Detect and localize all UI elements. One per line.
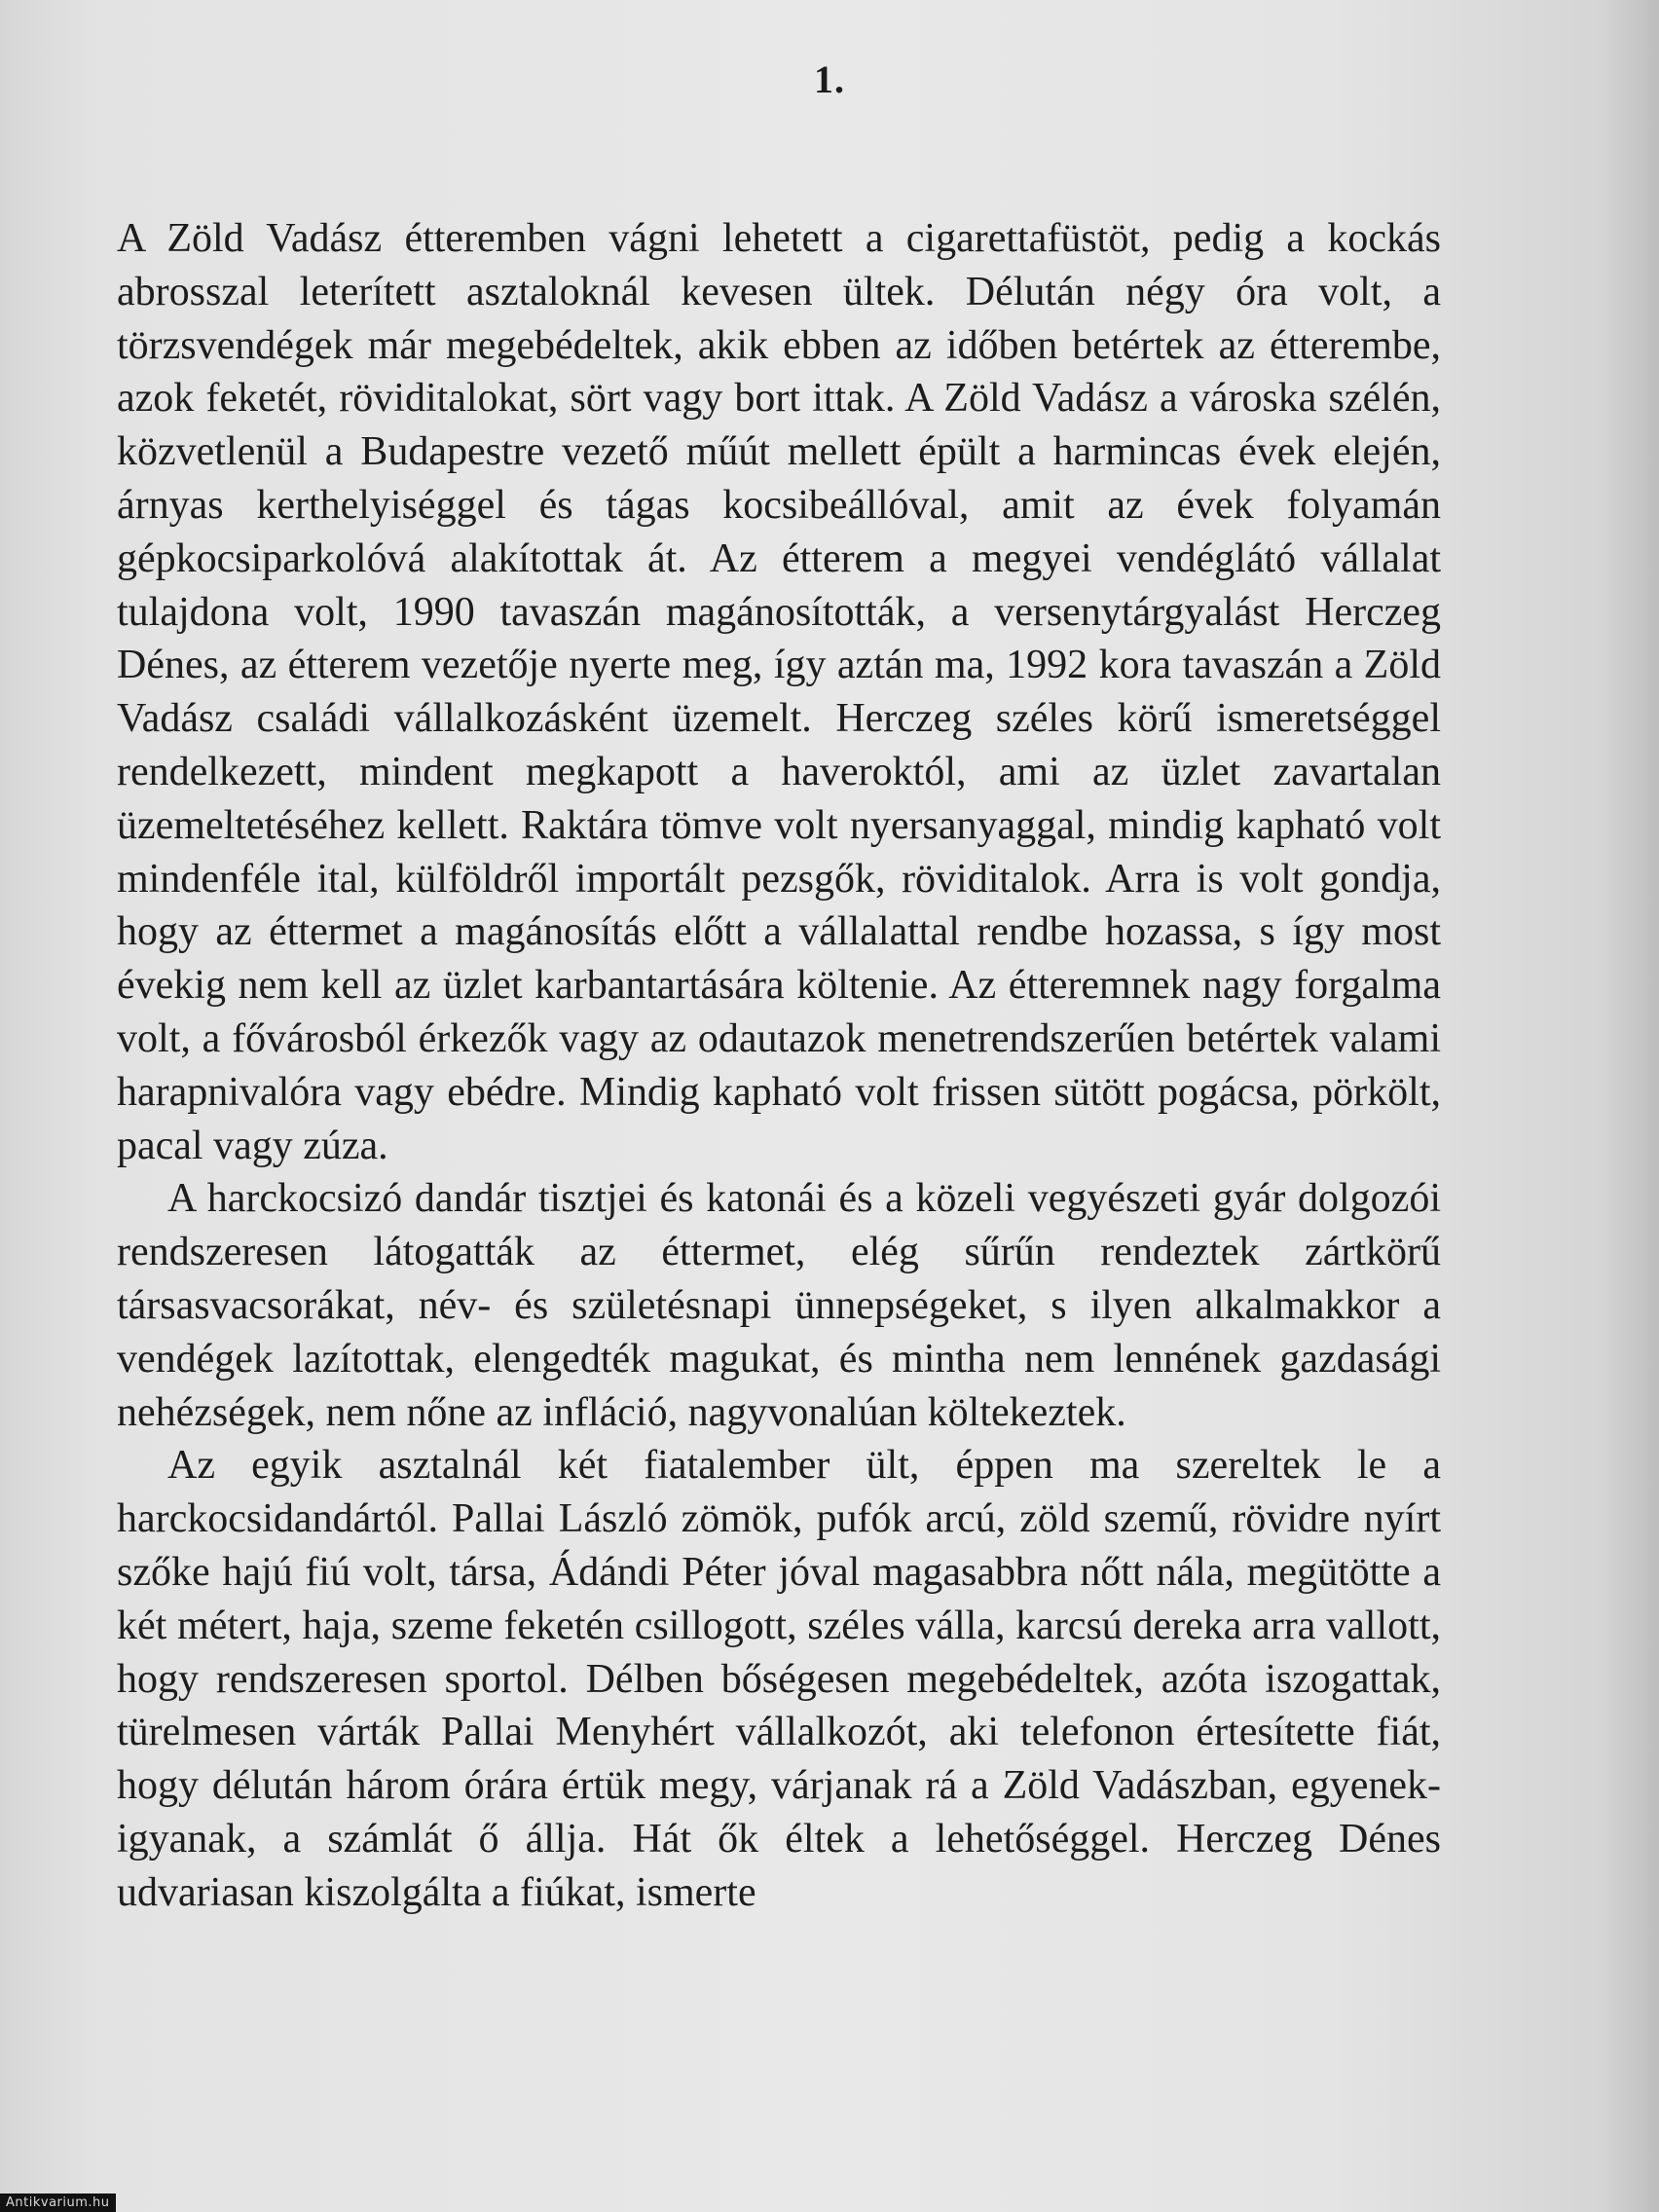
page-edge-shadow [1601,0,1659,2212]
body-text [117,212,1441,1920]
paragraph: A Zöld Vadász étteremben vágni lehetett a cigarettafüstöt, pedig a kockás abrosszal leterített asztaloknál kevesen ültek. Délután négy óra volt, a törzsvendégek már megebédeltek, akik ebben az időben betértek az étterembe, azok feketét, röviditalokat, sört vagy bort ittak. A Zöld Vadász a városka szélén, közvetlenül a Budapestre vezető műút mellett épült a harmincas évek elején, árnyas kerthelyiséggel és tágas kocsibeállóval, amit az évek folyamán gépkocsiparkolóvá alakítottak át. Az étterem a megyei vendéglátó vállalat tulajdona volt, 1990 tavaszán magánosították, a versenytárgyalást Herczeg Dénes, az étterem vezetője nyerte meg, így aztán ma, 1992 kora tavaszán a Zöld Vadász családi vállalkozásként üzemelt. Herczeg széles körű ismeretséggel rendelkezett, mindent megkapott a haveroktól, ami az üzlet zavartalan üzemeltetéséhez kellett. Raktára tömve volt nyersanyaggal, mindig kapható volt mindenféle ital, külföldről importált pezsgők, röviditalok. Arra is volt gondja, hogy az éttermet a magánosítás előtt a vállalattal rendbe hozassa, s így most évekig nem kell az üzlet karbantartására költenie. Az étteremnek nagy forgalma volt, a fővárosból érkezők vagy az odautazok menetrendszerűen betértek valami harapnivalóra vagy ebédre. Mindig kapható volt frissen sütött pogácsa, pörkölt, pacal vagy zúza. [117,216,1441,1168]
paragraph: A harckocsizó dandár tisztjei és katonái és a közeli vegyészeti gyár dolgozói rendszeresen látogatták az éttermet, elég sűrűn rendeztek zártkörű társasvacsorákat, név- és születésnapi ünnepségeket, s ilyen alkalmakkor a vendégek lazítottak, elengedték magukat, és mintha nem lennének gazdasági nehézségek, nem nőne az infláció, nagyvonalúan költekeztek. [117,1176,1441,1435]
watermark-label: Antikvarium.hu [0,2194,116,2212]
chapter-number: 1. [814,57,845,101]
paragraph: Az egyik asztalnál két fiatalember ült, éppen ma szereltek le a harckocsidandártól. Pallai László zömök, pufók arcú, zöld szemű, rövidre nyírt szőke hajú fiú volt, társa, Ádándi Péter jóval magasabbra nőtt nála, megütötte a két métert, haja, szeme feketén csillogott, széles válla, karcsú dereka arra vallott, hogy rendszeresen sportol. Délben bőségesen megebédeltek, azóta iszogattak, türelmesen várták Pallai Menyhért vállalkozót, aki telefonon értesítette fiát, hogy délután három órára értük megy, várjanak rá a Zöld Vadászban, egyenek-igyanak, a számlát ő állja. Hát ők éltek a lehetőséggel. Herczeg Dénes udvariasan kiszolgálta a fiúkat, ismerte [117,1443,1441,1915]
